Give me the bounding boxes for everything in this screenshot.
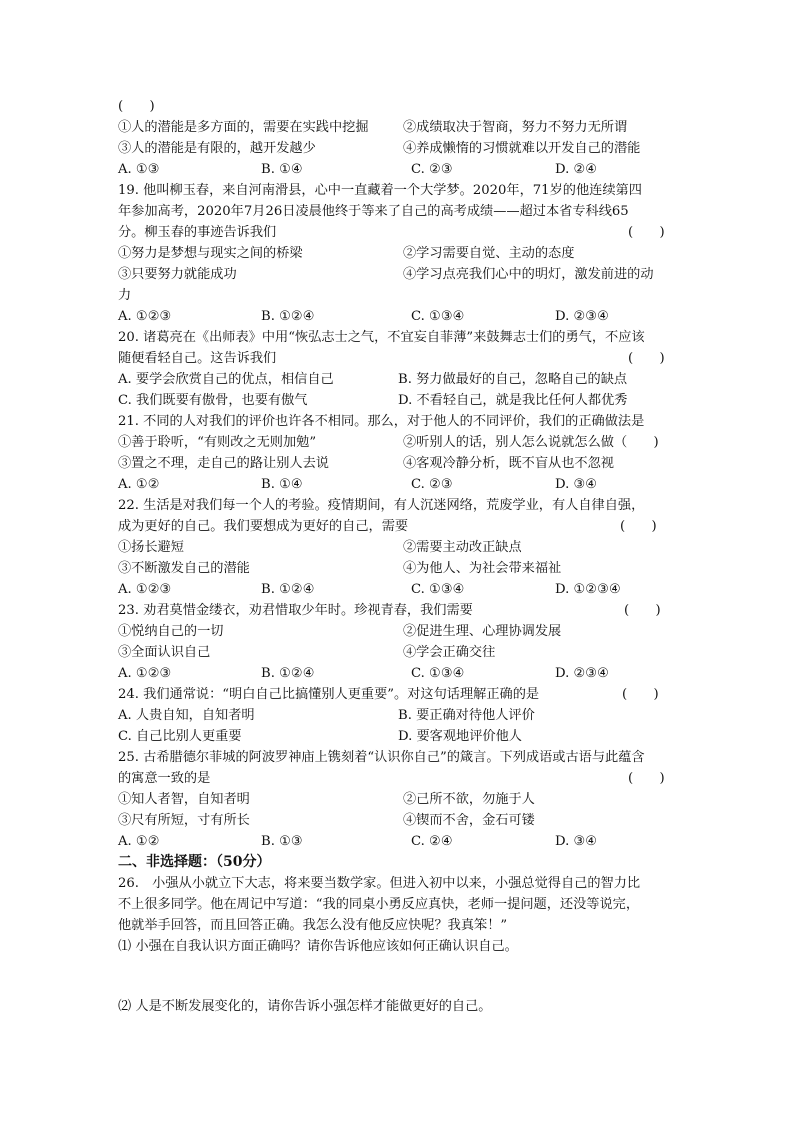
option-statement: ③置之不理，走自己的路让别人去说 <box>118 456 329 471</box>
answer-choice: A. ①② <box>118 477 160 492</box>
answer-choice: B. ①④ <box>261 162 303 177</box>
question-stem: 22. 生活是对我们每一个人的考验。疫情期间，有人沉迷网络，荒废学业，有人自律自强， <box>118 498 645 513</box>
option-statement: ④学会正确交往 <box>403 645 496 660</box>
answer-bracket: ( ) <box>628 771 665 786</box>
option-statement: ③人的潜能是有限的，越开发越少 <box>118 141 316 156</box>
option-statement: ④客观冷静分析，既不盲从也不忽视 <box>403 456 614 471</box>
answer-choice: C. ②③ <box>411 162 453 177</box>
answer-choice: C. ①③④ <box>411 582 465 597</box>
answer-choice: B. 要正确对待他人评价 <box>398 708 535 723</box>
question-stem: 成为更好的自己。我们要想成为更好的自己，需要 <box>118 519 409 534</box>
answer-choice: D. ②③④ <box>555 309 609 324</box>
option-statement: ②学习需要自觉、主动的态度 <box>403 246 575 261</box>
answer-bracket: ( ) <box>628 225 665 240</box>
answer-bracket: ( ) <box>118 99 155 114</box>
answer-choice: D. ②④ <box>555 162 598 177</box>
answer-choice: C. 自己比别人更重要 <box>118 729 242 744</box>
answer-choice: C. ①③④ <box>411 666 465 681</box>
option-statement: ②需要主动改正缺点 <box>403 540 522 555</box>
answer-bracket: ( ) <box>628 351 665 366</box>
answer-choice: B. ①②④ <box>261 309 315 324</box>
option-statement: ②成绩取决于智商，努力不努力无所谓 <box>403 120 628 135</box>
answer-choice: C. 我们既要有傲骨，也要有傲气 <box>118 393 308 408</box>
answer-bracket: ( ) <box>624 603 661 618</box>
answer-choice: C. ①③④ <box>411 309 465 324</box>
answer-choice: D. ②③④ <box>555 666 609 681</box>
question-stem: 21. 不同的人对我们的评价也许各不相同。那么，对于他人的不同评价，我们的正确做法是 <box>118 414 645 429</box>
answer-choice: A. ①② <box>118 834 160 849</box>
question-stem: 26. 小强从小就立下大志，将来要当数学家。但进入初中以来，小强总觉得自己的智力比 <box>118 876 641 891</box>
sub-question: ⑵ 人是不断发展变化的，请你告诉小强怎样才能做更好的自己。 <box>118 999 492 1014</box>
question-stem: 19. 他叫柳玉春，来自河南滑县，心中一直藏着一个大学梦。2020年，71岁的他连续第四 <box>118 183 642 198</box>
answer-choice: A. ①②③ <box>118 309 172 324</box>
answer-choice: B. ①②④ <box>261 582 315 597</box>
answer-choice: A. ①②③ <box>118 666 172 681</box>
answer-choice: B. ①③ <box>261 834 303 849</box>
option-statement: ②听别人的话，别人怎么说就怎么做（ ) <box>403 435 659 450</box>
question-stem: 25. 古希腊德尔菲城的阿波罗神庙上镌刻着“认识你自己”的箴言。下列成语或古语与此蕴含 <box>118 750 645 765</box>
answer-choice: C. ②④ <box>411 834 453 849</box>
answer-choice: B. ①②④ <box>261 666 315 681</box>
question-stem: 年参加高考，2020年7月26日凌晨他终于等来了自己的高考成绩——超过本省专科线65 <box>118 204 629 219</box>
answer-choice: D. 不看轻自己，就是我比任何人都优秀 <box>398 393 628 408</box>
option-statement-continued: 力 <box>118 288 132 303</box>
option-statement: ①人的潜能是多方面的，需要在实践中挖掘 <box>118 120 369 135</box>
answer-choice: D. 要客观地评价他人 <box>398 729 522 744</box>
answer-choice: D. ③④ <box>555 834 598 849</box>
option-statement: ③不断激发自己的潜能 <box>118 561 250 576</box>
option-statement: ①知人者智，自知者明 <box>118 792 250 807</box>
answer-choice: B. ①④ <box>261 477 303 492</box>
question-stem: 20. 诸葛亮在《出师表》中用“恢弘志士之气，不宜妄自菲薄”来鼓舞志士们的勇气，不应该 <box>118 330 645 345</box>
option-statement: ①努力是梦想与现实之间的桥梁 <box>118 246 303 261</box>
question-stem: 不上很多同学。他在周记中写道：“我的同桌小勇反应真快，老师一提问题，还没等说完， <box>118 897 640 912</box>
option-statement: ④养成懒惰的习惯就难以开发自己的潜能 <box>403 141 641 156</box>
sub-question: ⑴ 小强在自我认识方面正确吗？请你告诉他应该如何正确认识自己。 <box>118 939 518 954</box>
option-statement: ④锲而不舍，金石可镂 <box>403 813 535 828</box>
question-stem: 24. 我们通常说：“明白自己比搞懂别人更重要”。对这句话理解正确的是 <box>118 687 540 702</box>
answer-choice: A. ①②③ <box>118 582 172 597</box>
answer-bracket: ( ) <box>622 687 659 702</box>
question-stem: 他就举手回答，而且回答正确。我怎么没有他反应快呢？我真笨！” <box>118 918 508 933</box>
option-statement: ①扬长避短 <box>118 540 184 555</box>
answer-choice: C. ②③ <box>411 477 453 492</box>
option-statement: ③全面认识自己 <box>118 645 211 660</box>
option-statement: ②己所不欲，勿施于人 <box>403 792 535 807</box>
answer-choice: A. 要学会欣赏自己的优点，相信自己 <box>118 372 334 387</box>
section-heading: 二、非选择题：（50分） <box>118 854 271 870</box>
option-statement: ③尺有所短，寸有所长 <box>118 813 250 828</box>
option-statement: ①善于聆听，“有则改之无则加勉” <box>118 435 317 450</box>
question-stem: 随便看轻自己。这告诉我们 <box>118 351 277 366</box>
option-statement: ①悦纳自己的一切 <box>118 624 224 639</box>
answer-choice: D. ①②③④ <box>555 582 621 597</box>
question-stem: 23. 劝君莫惜金缕衣，劝君惜取少年时。珍视青春，我们需要 <box>118 603 473 618</box>
option-statement: ④为他人、为社会带来福祉 <box>403 561 562 576</box>
answer-choice: A. ①③ <box>118 162 160 177</box>
answer-choice: B. 努力做最好的自己，忽略自己的缺点 <box>398 372 628 387</box>
option-statement: ②促进生理、心理协调发展 <box>403 624 562 639</box>
answer-choice: D. ③④ <box>555 477 598 492</box>
question-stem: 分。柳玉春的事迹告诉我们 <box>118 225 277 240</box>
answer-choice: A. 人贵自知，自知者明 <box>118 708 255 723</box>
question-stem: 的寓意一致的是 <box>118 771 211 786</box>
option-statement: ④学习点亮我们心中的明灯，激发前进的动 <box>403 267 654 282</box>
answer-bracket: ( ) <box>620 519 657 534</box>
option-statement: ③只要努力就能成功 <box>118 267 237 282</box>
